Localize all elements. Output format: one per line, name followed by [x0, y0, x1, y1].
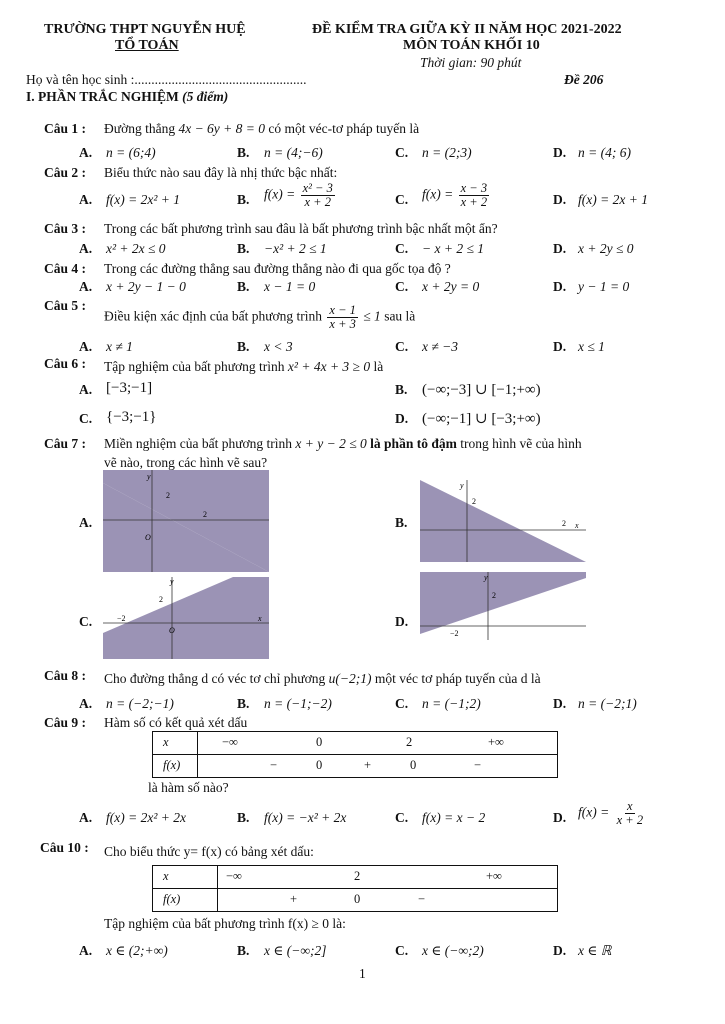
q9-sign-3: −: [474, 758, 482, 772]
fig-c-shade: [103, 577, 269, 659]
q7-figure-c[interactable]: [103, 577, 269, 659]
fig-c-origin: O: [169, 626, 175, 635]
q1-option-d-label[interactable]: D.: [553, 145, 567, 160]
student-name-line: Họ và tên học sinh :...................................................: [26, 72, 307, 87]
q9-after: là hàm số nào?: [148, 780, 229, 795]
q4-stem: Trong các đường thẳng sau đường thẳng nào đi qua gốc tọa độ ?: [104, 261, 451, 276]
fig-a-tick-2b: 2: [203, 510, 207, 519]
q7-option-d-label[interactable]: D.: [395, 614, 409, 629]
q9-option-b[interactable]: f(x) = −x² + 2x: [264, 810, 347, 825]
q9-sign-1: −: [270, 758, 278, 772]
q1-option-a[interactable]: n = (6;4): [106, 145, 156, 160]
q2-c-den: x + 2: [460, 195, 488, 210]
q9-row-x: [153, 732, 558, 755]
q2-c-lhs: f(x) =: [422, 186, 454, 202]
q3-option-d-label[interactable]: D.: [553, 241, 567, 256]
q9-option-c[interactable]: f(x) = x − 2: [422, 810, 486, 825]
q9-x-0: 0: [316, 735, 323, 749]
department: TỔ TOÁN: [115, 38, 179, 53]
q6-option-a[interactable]: [−3;−1]: [106, 380, 153, 396]
q6-text-a: Tập nghiệm của bất phương trình: [104, 359, 288, 374]
q2-c-num: x − 3: [460, 181, 488, 195]
q9-x-2: 2: [406, 735, 413, 749]
q2-option-d[interactable]: f(x) = 2x + 1: [578, 192, 648, 207]
fig-d-tick-2: 2: [492, 591, 496, 600]
q10-row-f: [153, 889, 558, 912]
q10-x-neg-inf: −∞: [226, 869, 242, 883]
q5-option-b[interactable]: x < 3: [264, 339, 293, 354]
q8-math: u(−2;1): [328, 671, 372, 686]
q1-option-b-label[interactable]: B.: [237, 145, 250, 160]
q9-x-head: x: [163, 735, 169, 749]
q9-option-d-label[interactable]: D.: [553, 810, 567, 825]
q7-stem-line2: vẽ nào, trong các hình vẽ sau?: [104, 455, 268, 470]
fig-d-y-label: y: [484, 573, 488, 582]
q3-option-a-label[interactable]: A.: [79, 241, 93, 256]
q3-option-d[interactable]: x + 2y ≤ 0: [578, 241, 634, 256]
section-title: [26, 89, 228, 105]
exam-title: ĐỀ KIỂM TRA GIỮA KỲ II NĂM HỌC 2021-2022: [312, 22, 622, 37]
q9-sign-table: [152, 731, 558, 778]
q5-den: x + 3: [329, 317, 356, 332]
q8-option-b[interactable]: n = (−1;−2): [264, 696, 332, 711]
exam-code: Đề 206: [564, 72, 604, 87]
q1-math: 4x − 6y + 8 = 0: [178, 121, 266, 136]
q3-stem: Trong các bất phương trình sau đâu là bất phương trình bậc nhất một ẩn?: [104, 221, 498, 236]
q8-option-d[interactable]: n = (−2;1): [578, 696, 637, 711]
q10-option-c-label[interactable]: C.: [395, 943, 409, 958]
q1-option-c-label[interactable]: C.: [395, 145, 409, 160]
q7-option-b-label[interactable]: B.: [395, 515, 408, 530]
fig-a-origin: O: [145, 533, 151, 542]
q9-option-a[interactable]: f(x) = 2x² + 2x: [106, 810, 186, 825]
q9-label: Câu 9 :: [44, 715, 87, 730]
q4-option-d[interactable]: y − 1 = 0: [578, 279, 630, 294]
school-name: TRƯỜNG THPT NGUYỄN HUỆ: [44, 22, 246, 37]
q3-option-b-label[interactable]: B.: [237, 241, 250, 256]
q2-option-b[interactable]: [264, 182, 337, 209]
q9-option-b-label[interactable]: B.: [237, 810, 250, 825]
q6-option-a-label[interactable]: A.: [79, 382, 93, 397]
q1-text-b: có một véc-tơ pháp tuyến là: [265, 121, 420, 136]
q10-zero: 0: [354, 892, 361, 906]
q9-option-a-label[interactable]: A.: [79, 810, 93, 825]
q3-label: Câu 3 :: [44, 221, 87, 236]
q5-option-a[interactable]: x ≠ 1: [106, 339, 133, 354]
q10-option-b[interactable]: x ∈ (−∞;2]: [264, 943, 327, 958]
fig-c-y-label: y: [170, 577, 174, 586]
q8-option-a[interactable]: n = (−2;−1): [106, 696, 174, 711]
q9-sign-2: +: [364, 758, 372, 772]
q8-label: Câu 8 :: [44, 668, 87, 683]
q5-num: x − 1: [329, 303, 356, 317]
q6-option-b-label[interactable]: B.: [395, 382, 408, 397]
q7-bold: là phần tô đậm: [366, 436, 457, 451]
q8-option-d-label[interactable]: D.: [553, 696, 567, 711]
q6-stem: [104, 359, 383, 375]
q1-option-b[interactable]: n = (4;−6): [264, 145, 323, 160]
q9-d-den: x + 2: [616, 813, 644, 828]
q9-f-head: f(x): [163, 758, 181, 772]
q5-option-a-label[interactable]: A.: [79, 339, 93, 354]
q4-option-a[interactable]: x + 2y − 1 − 0: [106, 279, 186, 294]
q2-option-b-label[interactable]: B.: [237, 192, 250, 207]
q8-option-c-label[interactable]: C.: [395, 696, 409, 711]
q5-text-b: sau là: [384, 308, 416, 324]
q9-stem: Hàm số có kết quả xét dấu: [104, 715, 248, 730]
q2-b-den: x + 2: [304, 195, 331, 210]
q8-stem: [104, 671, 541, 687]
q8-option-b-label[interactable]: B.: [237, 696, 250, 711]
q1-option-c[interactable]: n = (2;3): [422, 145, 472, 160]
q6-label: Câu 6 :: [44, 356, 87, 371]
q7-option-a-label[interactable]: A.: [79, 515, 93, 530]
q1-option-a-label[interactable]: A.: [79, 145, 93, 160]
q6-text-b: là: [370, 359, 384, 374]
fig-a-tick-2: 2: [166, 491, 170, 500]
q5-text-a: Điều kiện xác định của bất phương trình: [104, 308, 323, 324]
q4-option-d-label[interactable]: D.: [553, 279, 567, 294]
section-points: (5 điểm): [182, 89, 229, 104]
q5-option-c-label[interactable]: C.: [395, 339, 409, 354]
fig-c-tick-neg2: −2: [117, 614, 126, 623]
q5-option-b-label[interactable]: B.: [237, 339, 250, 354]
q8-text-b: một véc tơ pháp tuyến của d là: [371, 671, 541, 686]
q6-option-d[interactable]: (−∞;−1] ∪ [−3;+∞): [422, 411, 541, 427]
q2-option-a[interactable]: f(x) = 2x² + 1: [106, 192, 180, 207]
q2-option-c[interactable]: [422, 182, 491, 209]
q10-option-b-label[interactable]: B.: [237, 943, 250, 958]
q9-zero-2: 0: [410, 758, 417, 772]
q10-after: Tập nghiệm của bất phương trình f(x) ≥ 0 là:: [104, 916, 346, 931]
q10-x-2: 2: [354, 869, 361, 883]
q2-option-d-label[interactable]: D.: [553, 192, 567, 207]
q7-figure-d[interactable]: [420, 572, 586, 652]
fig-d-shade: [420, 572, 586, 634]
q5-option-d[interactable]: x ≤ 1: [578, 339, 605, 354]
q2-b-lhs: f(x) =: [264, 186, 296, 202]
q4-label: Câu 4 :: [44, 261, 87, 276]
q7-math: x + y − 2 ≤ 0: [295, 436, 367, 451]
q9-option-c-label[interactable]: C.: [395, 810, 409, 825]
fig-a-y-label: y: [147, 472, 151, 481]
q1-stem: [104, 121, 419, 137]
fig-b-x-label: x: [575, 521, 579, 530]
q5-rel: ≤ 1: [363, 308, 381, 324]
q10-option-c[interactable]: x ∈ (−∞;2): [422, 943, 484, 958]
q10-stem: Cho biểu thức y= f(x) có bảng xét dấu:: [104, 844, 314, 859]
q2-stem: Biểu thức nào sau đây là nhị thức bậc nhất:: [104, 165, 338, 180]
fig-b-y-label: y: [460, 481, 464, 490]
q7-label: Câu 7 :: [44, 436, 87, 451]
q4-option-c-label[interactable]: C.: [395, 279, 409, 294]
q3-option-c-label[interactable]: C.: [395, 241, 409, 256]
q6-option-d-label[interactable]: D.: [395, 411, 409, 426]
q3-option-a[interactable]: x² + 2x ≤ 0: [106, 241, 166, 256]
q8-option-a-label[interactable]: A.: [79, 696, 93, 711]
q10-option-d-label[interactable]: D.: [553, 943, 567, 958]
page-number: 1: [359, 966, 366, 981]
q10-sign-2: −: [418, 892, 426, 906]
q2-option-a-label[interactable]: A.: [79, 192, 93, 207]
q2-label: Câu 2 :: [44, 165, 87, 180]
q6-option-c-label[interactable]: C.: [79, 411, 93, 426]
q3-option-b[interactable]: −x² + 2 ≤ 1: [264, 241, 327, 256]
q7-option-c-label[interactable]: C.: [79, 614, 93, 629]
q4-option-a-label[interactable]: A.: [79, 279, 93, 294]
q9-option-d[interactable]: [578, 800, 647, 827]
fig-b-tick-2b: 2: [562, 519, 566, 528]
q7-stem: [104, 436, 582, 452]
q4-option-c[interactable]: x + 2y = 0: [422, 279, 480, 294]
q10-row-x: [153, 866, 558, 889]
q4-option-b[interactable]: x − 1 = 0: [264, 279, 316, 294]
q10-f-head: f(x): [163, 892, 181, 906]
q7-text-a: Miền nghiệm của bất phương trình: [104, 436, 296, 451]
q10-x-head: x: [163, 869, 169, 883]
q10-option-a[interactable]: x ∈ (2;+∞): [106, 943, 168, 958]
q1-text-a: Đường thẳng: [104, 121, 179, 136]
section-title-text: I. PHẦN TRẮC NGHIỆM: [26, 89, 179, 104]
q9-zero-1: 0: [316, 758, 323, 772]
q10-option-d[interactable]: x ∈ ℝ: [578, 943, 612, 958]
fig-b-tick-2: 2: [472, 497, 476, 506]
q1-option-d[interactable]: n = (4; 6): [578, 145, 631, 160]
q5-option-d-label[interactable]: D.: [553, 339, 567, 354]
q8-text-a: Cho đường thẳng d có véc tơ chỉ phương: [104, 671, 329, 686]
subject: MÔN TOÁN KHỐI 10: [403, 38, 540, 53]
q2-b-num: x² − 3: [302, 181, 333, 195]
q5-stem: [104, 304, 415, 331]
q9-d-lhs: f(x) =: [578, 804, 610, 820]
fig-d-tick-neg2: −2: [450, 629, 459, 638]
q4-option-b-label[interactable]: B.: [237, 279, 250, 294]
q8-option-c[interactable]: n = (−1;2): [422, 696, 481, 711]
q10-x-pos-inf: +∞: [486, 869, 502, 883]
q6-option-c[interactable]: {−3;−1}: [106, 409, 157, 425]
q7-figure-a[interactable]: [103, 470, 269, 572]
q2-option-c-label[interactable]: C.: [395, 192, 409, 207]
q9-x-pos-inf: +∞: [488, 735, 504, 749]
exam-time: Thời gian: 90 phút: [420, 55, 522, 70]
q9-row-f: [153, 755, 558, 778]
q10-sign-1: +: [290, 892, 298, 906]
q10-label: Câu 10 :: [40, 840, 89, 855]
q7-figure-b[interactable]: [420, 480, 586, 562]
q3-option-c[interactable]: − x + 2 ≤ 1: [422, 241, 484, 256]
fig-c-x-label: x: [258, 614, 262, 623]
q5-label: Câu 5 :: [44, 298, 87, 313]
q6-math: x² + 4x + 3 ≥ 0: [287, 359, 371, 374]
q1-label: Câu 1 :: [44, 121, 87, 136]
fig-c-tick-2: 2: [159, 595, 163, 604]
q9-x-neg-inf: −∞: [222, 735, 238, 749]
q6-option-b[interactable]: (−∞;−3] ∪ [−1;+∞): [422, 382, 541, 398]
q9-d-num: x: [627, 799, 633, 813]
q10-sign-table: [152, 865, 558, 912]
q10-option-a-label[interactable]: A.: [79, 943, 93, 958]
q7-text-b: trong hình vẽ của hình: [456, 436, 582, 451]
q5-option-c[interactable]: x ≠ −3: [422, 339, 459, 354]
